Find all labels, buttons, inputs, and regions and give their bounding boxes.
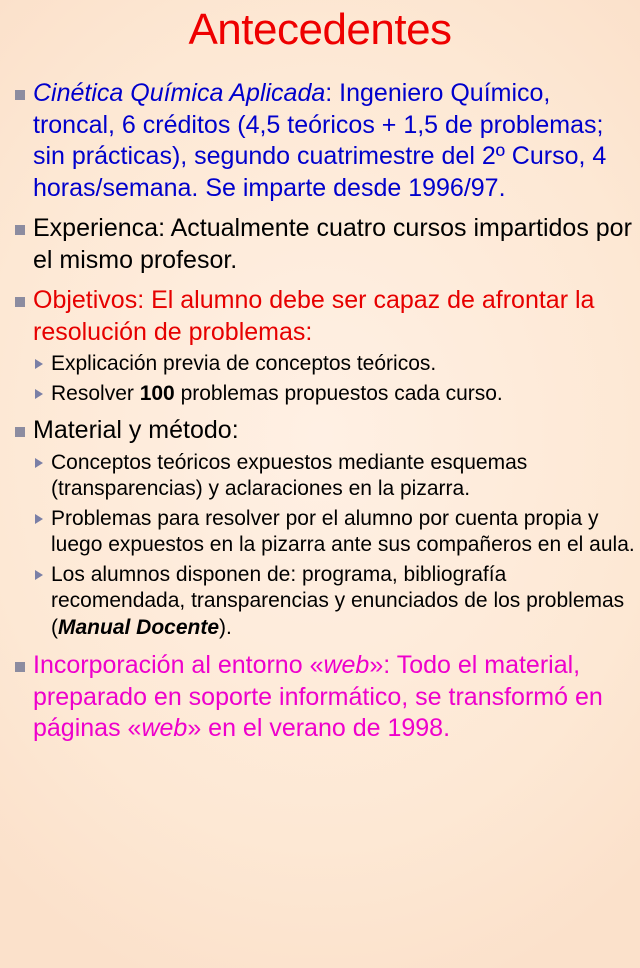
bullet-objectives [12, 285, 637, 348]
web-term: web [323, 651, 370, 679]
subitem-text: Conceptos teóricos expuestos mediante esquemas (transparencias) y aclaraciones en la pizarra. [51, 450, 528, 500]
bullet-experience [12, 213, 637, 276]
subitem-text-post: problemas propuestos cada curso. [174, 381, 503, 405]
subitem-text: Explicación previa de conceptos teóricos. [51, 352, 437, 375]
web-term: web [141, 714, 188, 742]
subitem-text-post: ). [219, 615, 232, 639]
triangle-bullet-icon [35, 458, 43, 468]
subitem-solve-problems [12, 381, 637, 408]
subitem-problems [12, 506, 637, 559]
problem-count: 100 [139, 381, 175, 405]
manual-docente: Manual Docente [58, 615, 220, 639]
objectives-subitems [12, 351, 637, 407]
subitem-text-pre: Los alumnos disponen de: programa, bibliografía recomendada, transparencias y enunciados de los problemas ( [51, 562, 625, 639]
subitem-explanation [12, 351, 637, 378]
triangle-bullet-icon [35, 514, 43, 524]
triangle-bullet-icon [35, 389, 43, 399]
bullet-material-method [12, 415, 637, 447]
subitem-concepts [12, 450, 637, 503]
triangle-bullet-icon [35, 570, 43, 580]
slide-title: Antecedentes [188, 5, 452, 54]
square-bullet-icon [15, 225, 25, 235]
bullet-list [12, 78, 637, 754]
objectives-text: Objetivos: El alumno debe ser capaz de afrontar la resolución de problemas: [33, 286, 595, 346]
material-subitems [12, 450, 637, 642]
subitem-text: Problemas para resolver por el alumno por cuenta propia y luego expuestos en la pizarra ante sus compañeros en el aula. [51, 506, 635, 556]
square-bullet-icon [15, 662, 25, 672]
subitem-resources [12, 562, 637, 642]
web-text-1: Incorporación al entorno « [33, 651, 324, 679]
web-text-2: »: Todo el material, preparado en soporte informático, se transformó en páginas « [33, 651, 603, 742]
subitem-text-pre: Resolver [51, 381, 140, 405]
experience-text: Experienca: Actualmente cuatro cursos impartidos por el mismo profesor. [33, 214, 632, 274]
square-bullet-icon [15, 90, 25, 100]
course-name: Cinética Química Aplicada [33, 79, 326, 107]
material-method-text: Material y método: [33, 416, 239, 444]
square-bullet-icon [15, 427, 25, 437]
course-details: : Ingeniero Químico, troncal, 6 créditos (4,5 teóricos + 1,5 de problemas; sin prácticas), segundo cuatrimestre del 2º Curso, 4 horas/semana. Se imparte desde 1996/97. [33, 79, 607, 202]
web-text-3: » en el verano de 1998. [187, 714, 451, 742]
square-bullet-icon [15, 297, 25, 307]
bullet-course-info [12, 78, 637, 204]
triangle-bullet-icon [35, 359, 43, 369]
bullet-web [12, 650, 637, 745]
